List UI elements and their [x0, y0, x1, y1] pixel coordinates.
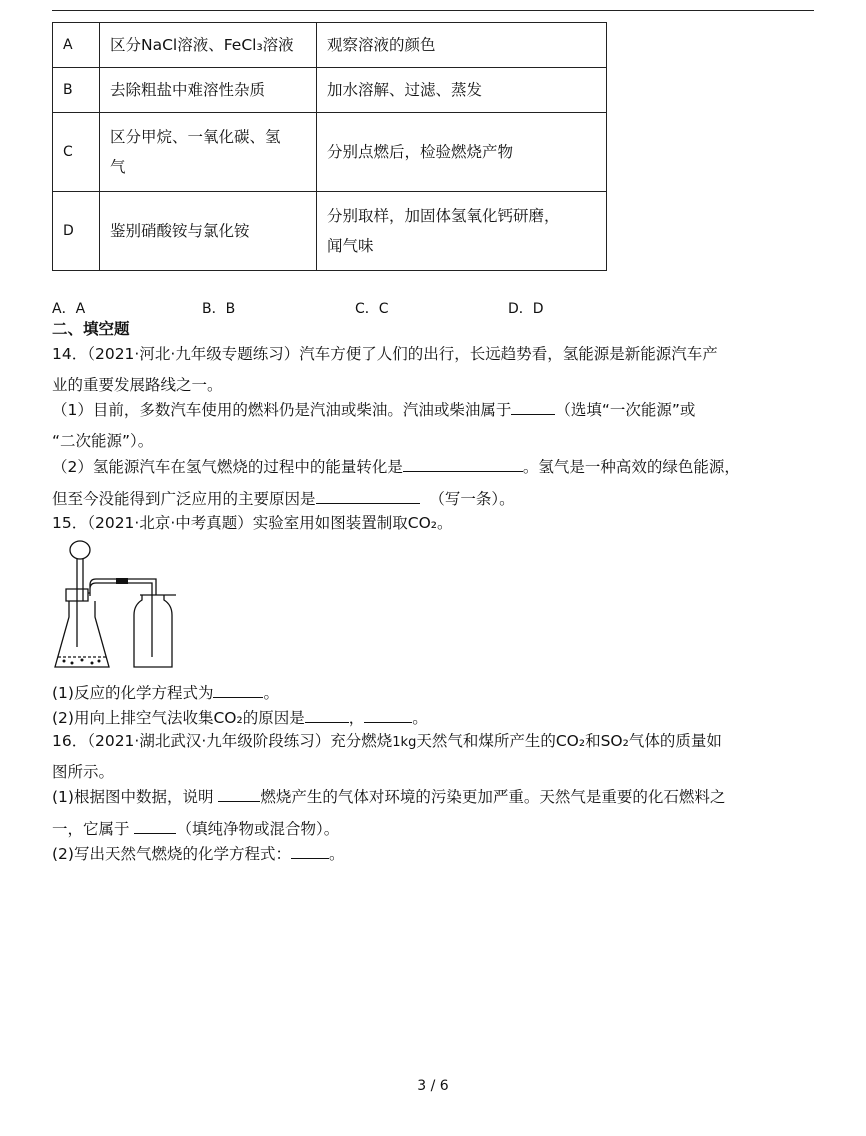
- q14-part1-cont: “二次能源”）。: [52, 432, 154, 450]
- row-key: A: [53, 23, 100, 68]
- row-key: B: [53, 68, 100, 113]
- q16-part1-cont: 一，它属于 （填纯净物或混合物）。: [52, 820, 340, 838]
- choice-d: D．D: [508, 301, 544, 317]
- q15-part2: (2)用向上排空气法收集CO₂的原因是 ， 。: [52, 709, 428, 727]
- q16-part2: (2)写出天然气燃烧的化学方程式： 。: [52, 845, 345, 863]
- answer-blank[interactable]: [218, 787, 260, 802]
- answer-blank[interactable]: [364, 708, 412, 723]
- answer-blank[interactable]: [316, 489, 420, 504]
- answer-blank[interactable]: [213, 683, 263, 698]
- row-key: D: [53, 192, 100, 271]
- table-row: [53, 113, 607, 192]
- answer-blank[interactable]: [305, 708, 349, 723]
- q15-part1: (1)反应的化学方程式为 。: [52, 684, 279, 702]
- q16-stem-l2: 图所示。: [52, 763, 115, 781]
- q14-part1: （1）目前，多数汽车使用的燃料仍是汽油或柴油。汽油或柴油属于 （选填“一次能源”或: [52, 401, 696, 419]
- answer-blank[interactable]: [511, 400, 555, 415]
- section-title: 二、填空题: [52, 320, 130, 338]
- q16-stem-l1: 16．（2021·湖北武汉·九年级阶段练习）充分燃烧1kg天然气和煤所产生的CO₂和SO₂气体的质量如: [52, 732, 722, 750]
- answer-blank[interactable]: [403, 457, 523, 472]
- q14-part2-cont: 但至今没能得到广泛应用的主要原因是 （写一条）。: [52, 490, 515, 508]
- table-row: [53, 192, 607, 271]
- answer-blank[interactable]: [134, 819, 176, 834]
- table-row: [53, 23, 607, 68]
- co2-apparatus-figure: [52, 537, 187, 673]
- q14-stem-l2: 业的重要发展路线之一。: [52, 376, 223, 394]
- row-method: 加水溶解、过滤、蒸发: [317, 68, 607, 113]
- page-number: 3 / 6: [417, 1078, 449, 1094]
- q14-stem-l1: 14．（2021·河北·九年级专题练习）汽车方便了人们的出行，长远趋势看，氢能源是新能源汽车产: [52, 345, 718, 363]
- row-purpose: 区分NaCl溶液、FeCl₃溶液: [100, 23, 317, 68]
- q15-stem: 15．（2021·北京·中考真题）实验室用如图装置制取CO₂。: [52, 514, 453, 532]
- q16-part1: (1)根据图中数据，说明 燃烧产生的气体对环境的污染更加严重。天然气是重要的化石燃料之: [52, 788, 726, 806]
- row-purpose: 鉴别硝酸铵与氯化铵: [100, 192, 317, 271]
- row-purpose: 区分甲烷、一氧化碳、氢 气: [100, 113, 317, 192]
- options-table: [52, 22, 607, 271]
- choice-c: C．C: [355, 301, 389, 317]
- q14-part2: （2）氢能源汽车在氢气燃烧的过程中的能量转化是 。氢气是一种高效的绿色能源，: [52, 458, 740, 476]
- row-purpose: 去除粗盐中难溶性杂质: [100, 68, 317, 113]
- choice-a: A．A: [52, 301, 86, 317]
- row-key: C: [53, 113, 100, 192]
- choice-b: B．B: [202, 301, 236, 317]
- row-method: 观察溶液的颜色: [317, 23, 607, 68]
- row-method: 分别取样，加固体氢氧化钙研磨， 闻气味: [317, 192, 607, 271]
- top-rule: [52, 10, 814, 11]
- row-method: 分别点燃后，检验燃烧产物: [317, 113, 607, 192]
- answer-blank[interactable]: [291, 844, 329, 859]
- table-row: [53, 68, 607, 113]
